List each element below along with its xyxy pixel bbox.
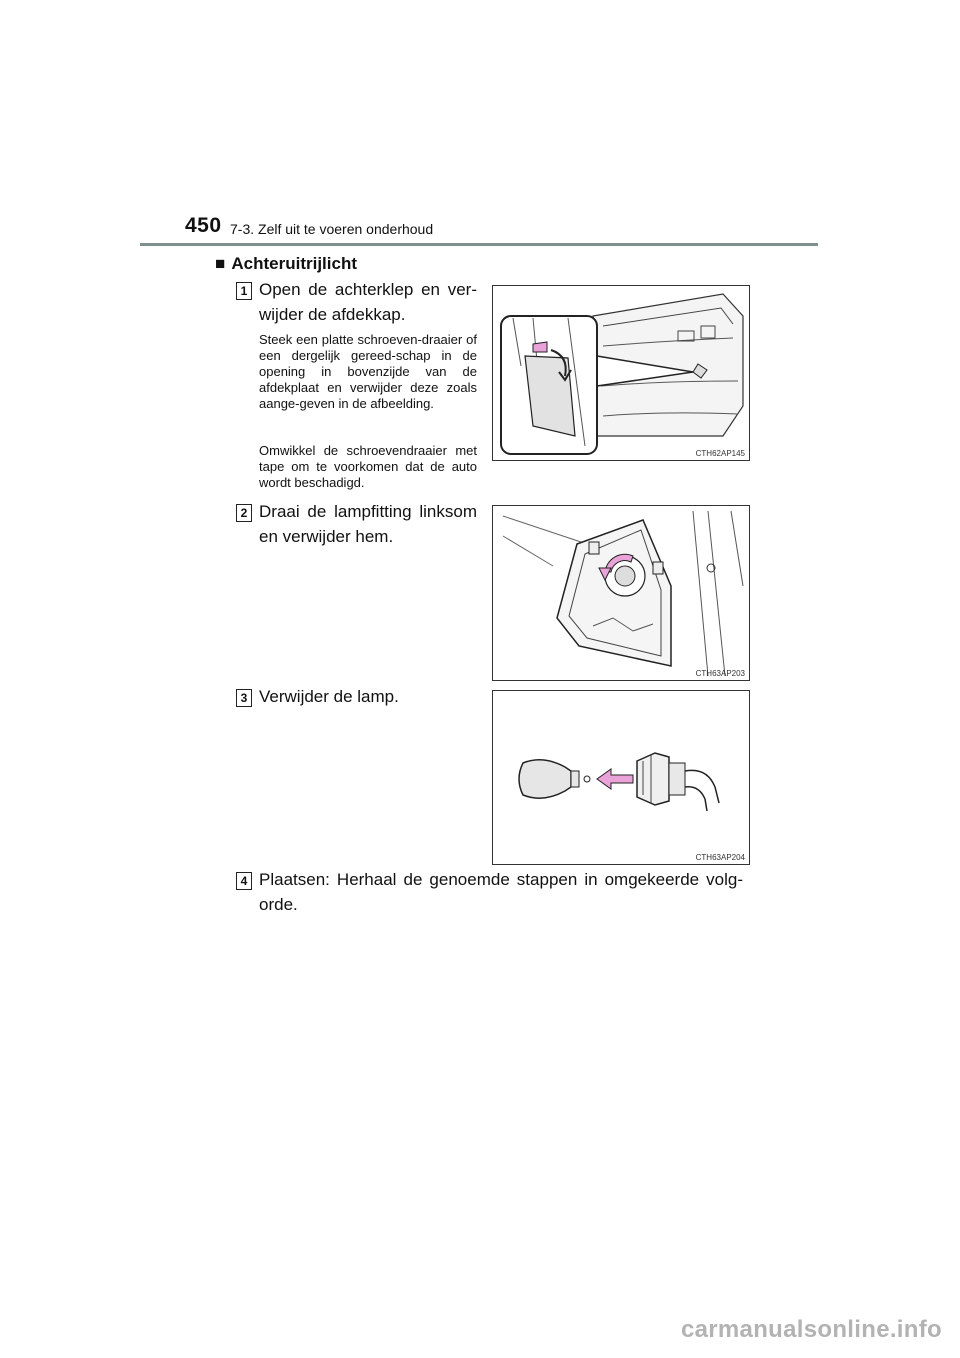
tailgate-illustration — [493, 286, 749, 460]
step-1-note-1: Steek een platte schroeven-draaier of een dergelijk gereed-schap in de opening in bovenzijde van de afdekplaat en verwijder deze zoals aange-geven in de afbeelding. — [259, 332, 477, 411]
step-number-1: 1 — [236, 282, 252, 300]
step-number-2: 2 — [236, 504, 252, 522]
square-bullet-icon: ■ — [215, 254, 226, 273]
step-1-note-2: Omwikkel de schroevendraaier met tape om te voorkomen dat de auto wordt beschadigd. — [259, 443, 477, 490]
figure-remove-bulb — [492, 690, 750, 865]
figure-code: CTH62AP145 — [695, 449, 745, 458]
watermark: carmanualsonline.info — [680, 1316, 942, 1343]
section-title-text: Achteruitrijlicht — [231, 254, 357, 273]
figure-code: CTH63AP204 — [695, 853, 745, 862]
figure-code: CTH63AP203 — [695, 669, 745, 678]
step-number-4: 4 — [236, 872, 252, 890]
section-header: 7-3. Zelf uit te voeren onderhoud — [230, 221, 434, 237]
header-divider — [140, 243, 818, 246]
lamp-socket-illustration — [493, 506, 749, 680]
figure-lamp-socket — [492, 505, 750, 681]
section-title — [215, 254, 357, 274]
step-3-text: Verwijder de lamp. — [259, 687, 399, 706]
step-1-text: Open de achterklep en ver-wijder de afdekkap. — [259, 280, 477, 324]
bulb-removal-illustration — [493, 691, 749, 864]
step-4-text: Plaatsen: Herhaal de genoemde stappen in omgekeerde volg-orde. — [259, 870, 743, 914]
step-number-3: 3 — [236, 689, 252, 707]
page-number: 450 — [185, 214, 222, 237]
figure-tailgate-cover — [492, 285, 750, 461]
step-2-text: Draai de lampfitting linksom en verwijder hem. — [259, 502, 477, 546]
